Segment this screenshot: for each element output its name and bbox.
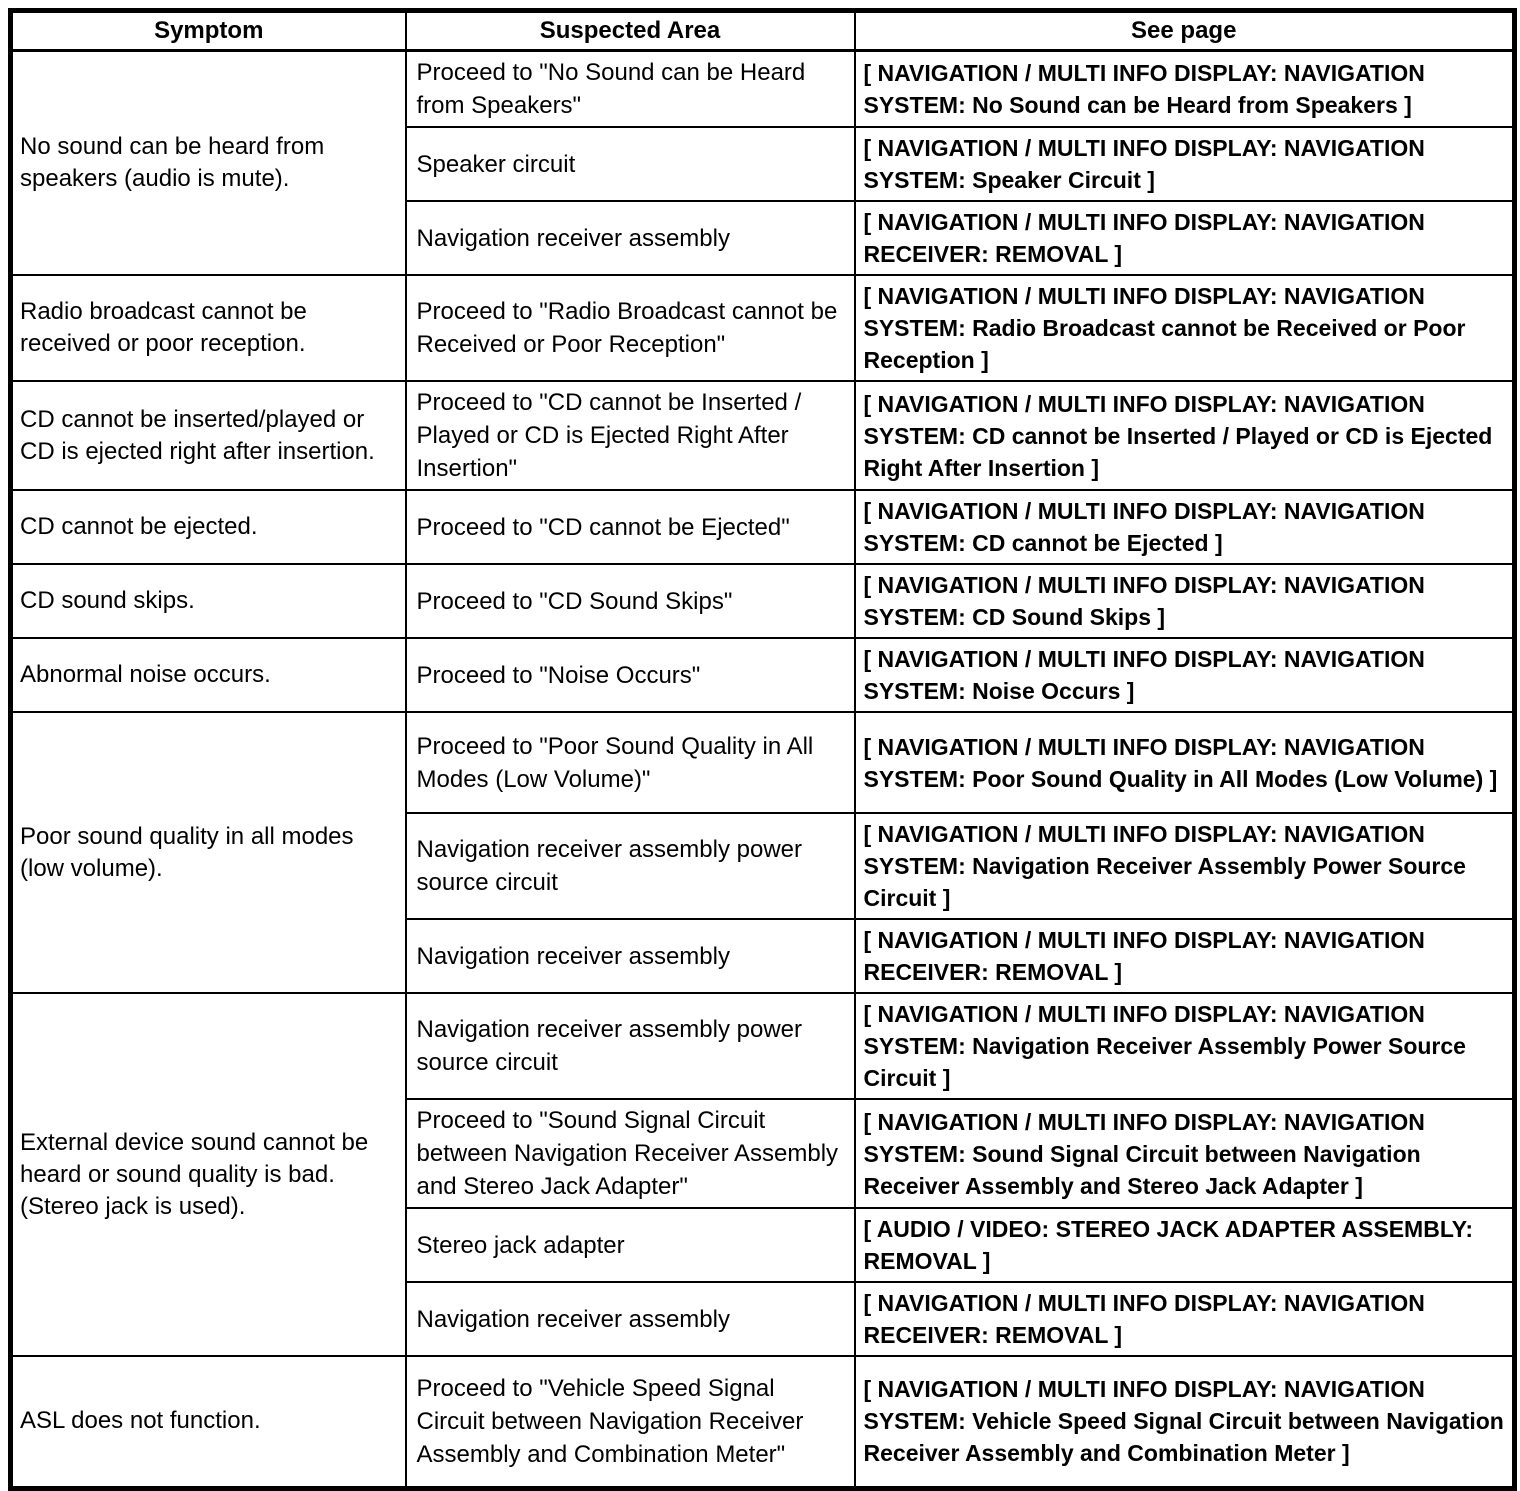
- troubleshooting-symptom-table: [8, 8, 1517, 1491]
- table-row: [11, 564, 1515, 638]
- suspected-area-cell: Stereo jack adapter: [406, 1208, 855, 1282]
- see-page-cell: [ NAVIGATION / MULTI INFO DISPLAY: NAVIGATION SYSTEM: CD cannot be Ejected ]: [855, 490, 1515, 564]
- table-row: [11, 381, 1515, 490]
- symptom-cell-poor-sound-quality: Poor sound quality in all modes (low volume).: [11, 712, 406, 993]
- column-header-see-page: See page: [855, 11, 1515, 51]
- symptom-cell-cd-skips: CD sound skips.: [11, 564, 406, 638]
- suspected-area-cell: Speaker circuit: [406, 127, 855, 201]
- see-page-cell: [ NAVIGATION / MULTI INFO DISPLAY: NAVIGATION RECEIVER: REMOVAL ]: [855, 1282, 1515, 1356]
- table-row: [11, 638, 1515, 712]
- symptom-cell-asl: ASL does not function.: [11, 1356, 406, 1488]
- symptom-cell-external-device: External device sound cannot be heard or sound quality is bad. (Stereo jack is used).: [11, 993, 406, 1356]
- suspected-area-cell: Proceed to "CD cannot be Ejected": [406, 490, 855, 564]
- symptom-cell-radio-broadcast: Radio broadcast cannot be received or poor reception.: [11, 275, 406, 381]
- see-page-cell: [ NAVIGATION / MULTI INFO DISPLAY: NAVIGATION RECEIVER: REMOVAL ]: [855, 201, 1515, 275]
- symptom-cell-cd-ejected: CD cannot be ejected.: [11, 490, 406, 564]
- column-header-symptom: Symptom: [11, 11, 406, 51]
- symptom-cell-no-sound: No sound can be heard from speakers (audio is mute).: [11, 51, 406, 276]
- see-page-cell: [ NAVIGATION / MULTI INFO DISPLAY: NAVIGATION SYSTEM: Radio Broadcast cannot be Received or Poor Reception ]: [855, 275, 1515, 381]
- table-row: [11, 490, 1515, 564]
- suspected-area-cell: Proceed to "CD Sound Skips": [406, 564, 855, 638]
- table-row: [11, 712, 1515, 813]
- suspected-area-cell: Proceed to "Sound Signal Circuit between Navigation Receiver Assembly and Stereo Jack Adapter": [406, 1099, 855, 1208]
- symptom-cell-cd-inserted: CD cannot be inserted/played or CD is ejected right after insertion.: [11, 381, 406, 490]
- suspected-area-cell: Navigation receiver assembly: [406, 1282, 855, 1356]
- suspected-area-cell: Proceed to "Poor Sound Quality in All Modes (Low Volume)": [406, 712, 855, 813]
- suspected-area-cell: Proceed to "Radio Broadcast cannot be Received or Poor Reception": [406, 275, 855, 381]
- suspected-area-cell: Navigation receiver assembly power source circuit: [406, 993, 855, 1099]
- table-row: [11, 993, 1515, 1099]
- see-page-cell: [ NAVIGATION / MULTI INFO DISPLAY: NAVIGATION SYSTEM: Sound Signal Circuit between Navigation Receiver Assembly and Stereo Jack Adapter ]: [855, 1099, 1515, 1208]
- suspected-area-cell: Navigation receiver assembly power source circuit: [406, 813, 855, 919]
- column-header-suspected-area: Suspected Area: [406, 11, 855, 51]
- suspected-area-cell: Navigation receiver assembly: [406, 201, 855, 275]
- suspected-area-cell: Proceed to "CD cannot be Inserted / Played or CD is Ejected Right After Insertion": [406, 381, 855, 490]
- symptom-cell-abnormal-noise: Abnormal noise occurs.: [11, 638, 406, 712]
- suspected-area-cell: Proceed to "Vehicle Speed Signal Circuit between Navigation Receiver Assembly and Combination Meter": [406, 1356, 855, 1488]
- table-row: [11, 275, 1515, 381]
- table-row: [11, 51, 1515, 128]
- see-page-cell: [ NAVIGATION / MULTI INFO DISPLAY: NAVIGATION SYSTEM: CD cannot be Inserted / Played or CD is Ejected Right After Insertion ]: [855, 381, 1515, 490]
- see-page-cell: [ NAVIGATION / MULTI INFO DISPLAY: NAVIGATION SYSTEM: Speaker Circuit ]: [855, 127, 1515, 201]
- see-page-cell: [ NAVIGATION / MULTI INFO DISPLAY: NAVIGATION SYSTEM: CD Sound Skips ]: [855, 564, 1515, 638]
- see-page-cell: [ NAVIGATION / MULTI INFO DISPLAY: NAVIGATION SYSTEM: Navigation Receiver Assembly Power Source Circuit ]: [855, 993, 1515, 1099]
- see-page-cell: [ NAVIGATION / MULTI INFO DISPLAY: NAVIGATION RECEIVER: REMOVAL ]: [855, 919, 1515, 993]
- suspected-area-cell: Proceed to "Noise Occurs": [406, 638, 855, 712]
- table-row: [11, 1356, 1515, 1488]
- see-page-cell: [ AUDIO / VIDEO: STEREO JACK ADAPTER ASSEMBLY: REMOVAL ]: [855, 1208, 1515, 1282]
- see-page-cell: [ NAVIGATION / MULTI INFO DISPLAY: NAVIGATION SYSTEM: Navigation Receiver Assembly Power Source Circuit ]: [855, 813, 1515, 919]
- see-page-cell: [ NAVIGATION / MULTI INFO DISPLAY: NAVIGATION SYSTEM: Noise Occurs ]: [855, 638, 1515, 712]
- header-row: [11, 11, 1515, 51]
- suspected-area-cell: Navigation receiver assembly: [406, 919, 855, 993]
- see-page-cell: [ NAVIGATION / MULTI INFO DISPLAY: NAVIGATION SYSTEM: Vehicle Speed Signal Circuit between Navigation Receiver Assembly and Combination Meter ]: [855, 1356, 1515, 1488]
- see-page-cell: [ NAVIGATION / MULTI INFO DISPLAY: NAVIGATION SYSTEM: Poor Sound Quality in All Modes (Low Volume) ]: [855, 712, 1515, 813]
- see-page-cell: [ NAVIGATION / MULTI INFO DISPLAY: NAVIGATION SYSTEM: No Sound can be Heard from Speakers ]: [855, 51, 1515, 128]
- suspected-area-cell: Proceed to "No Sound can be Heard from Speakers": [406, 51, 855, 128]
